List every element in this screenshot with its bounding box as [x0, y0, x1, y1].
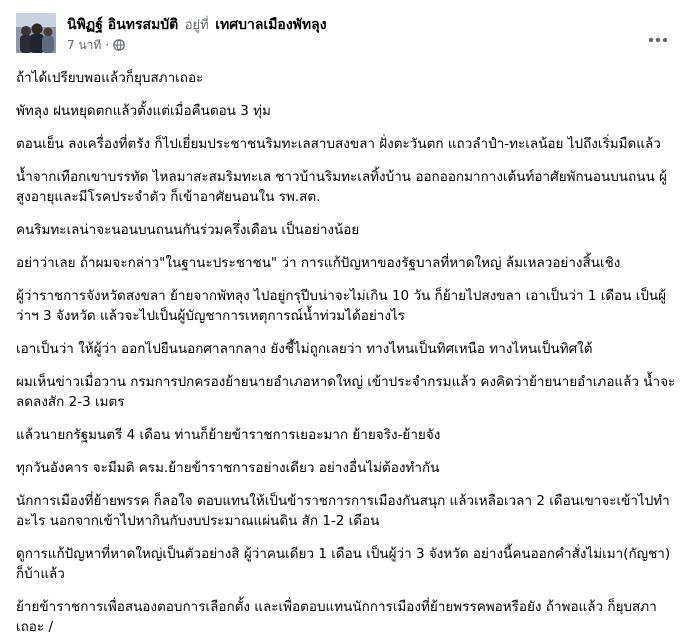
post-paragraph-13: ดูการแก้ปัญหาที่หาดใหญ่เป็นตัวอย่างสิ ผู้ว่าคนเดียว 1 เดือน เป็นผู้ว่า 3 จังหวัด อย่างนี้คนออกคำสั่งไม่เมา(กัญชา) ก็บ้าแล้ว — [16, 546, 671, 582]
post-paragraph-12: นักการเมืองที่ย้ายพรรค ก็ลอใจ ตอบแทนให้เป็นข้าราชการการเมืองกันสนุก แล้วเหลือเวลา 2 เดือนเขาจะเข้าไปทำอะไร นอกจากเข้าไปหากินกับงบประมาณแผ่นดิน สัก 1-2 เดือน — [16, 493, 670, 529]
post-paragraph-9: ผมเห็นข่าวเมื่อวาน กรมการปกครองย้ายนายอำเภอหาดใหญ่ เข้าประจำกรมแล้ว คงคิดว่าย้ายนายอำเภอแล้ว น้ำจะลดลงสัก 2-3 เมตร — [16, 374, 676, 410]
more-horizontal-icon — [648, 28, 668, 47]
post-paragraph-1: ถ้าได้เปรียบพอแล้วก็ยุบสภาเถอะ — [16, 70, 204, 86]
post-paragraph-4: น้ำจากเทือกเขาบรรทัด ไหลมาสะสมริมทะเล ชาวบ้านริมทะเลทิ้งบ้าน ออกออกมากางเต้นท์อาศัยพักนอนบนถนน ผู้สูงอายุและมีโรคประจำตัว ก็เข้าอาศัยนอนใน รพ.สต. — [16, 169, 667, 205]
location-link[interactable]: เทศบาลเมืองพัทลุง — [215, 17, 327, 33]
location-prefix: อยู่ที่ — [184, 18, 209, 33]
meta-separator: · — [105, 38, 110, 52]
post-timestamp[interactable]: 7 นาที — [67, 38, 102, 52]
post-paragraph-14: ย้ายข้าราชการเพื่อสนองตอบการเลือกตั้ง และเพื่อตอบแทนนักการเมืองที่ย้ายพรรคพอหรือยัง ถ้าพอแล้ว ก็ยุบสภาเถอะ / — [16, 599, 657, 635]
post-paragraph-3: ตอนเย็น ลงเครื่องที่ตรัง ก็ไปเยี่ยมประชาชนริมทะเลสาบสงขลา ฝั่งตะวันตก แถวลำปำ-ทะเลน้อย ไปถึงเริ่มมืดแล้ว — [16, 136, 661, 152]
post-paragraph-6: อย่าว่าเลย ถ้าผมจะกล่าว"ในฐานะประชาชน" ว่า การแก้ปัญหาของรัฐบาลที่หาดใหญ่ ล้มเหลวอย่างสิ้นเชิง — [16, 255, 621, 271]
post-paragraph-8: เอาเป็นว่า ให้ผู้ว่า ออกไปยืนนอกศาลากลาง ยังชี้ไม่ถูกเลยว่า ทางไหนเป็นทิศเหนือ ทางไหนเป็นทิศใต้ — [16, 341, 593, 357]
avatar-photo — [16, 13, 56, 53]
post-options-button[interactable] — [643, 22, 673, 52]
post-paragraph-2: พัทลุง ฝนหยุดตกแล้วตั้งแต่เมื่อคืนตอน 3 ทุ่ม — [16, 103, 271, 119]
author-avatar[interactable] — [16, 13, 56, 53]
post-paragraph-7: ผู้ว่าราชการจังหวัดสงขลา ย้ายจากพัทลุง ไปอยู่กรุปีบน่าจะไม่เกิน 10 วัน ก็ย้ายไปสงขลา เอาเป็นว่า 1 เดือน เป็นผู้ว่าฯ 3 จังหวัด แล้วจะไปเป็นผู้บัญชาการเหตุการณ์น้ำท่วมได้อย่างไร — [16, 288, 667, 324]
post-text — [16, 64, 676, 637]
post-header — [0, 0, 687, 60]
post-meta — [67, 37, 125, 53]
post-paragraph-10: แล้วนายกรัฐมนตรี 4 เดือน ท่านก็ย้ายข้าราชการเยอะมาก ย้ายจริง-ย้ายจัง — [16, 427, 441, 443]
author-line — [67, 16, 327, 35]
globe-icon[interactable] — [113, 39, 125, 51]
author-name-link[interactable]: นิพิฏฐ์ อินทรสมบัติ — [67, 17, 179, 33]
post-paragraph-11: ทุกวันอังคาร จะมีมติ ครม.ย้ายข้าราชการอย่างเดียว อย่างอื่นไม่ต้องทำกัน — [16, 460, 440, 476]
post-paragraph-5: คนริมทะเลน่าจะนอนบนถนนกันร่วมครึ่งเดือน เป็นอย่างน้อย — [16, 222, 360, 238]
